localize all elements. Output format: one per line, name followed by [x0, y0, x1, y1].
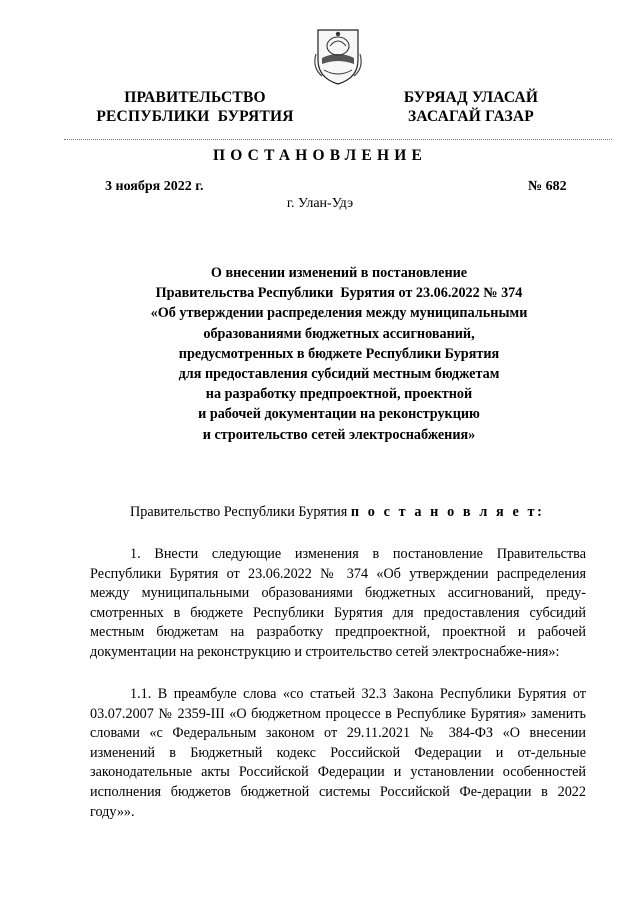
- header-left-line1: ПРАВИТЕЛЬСТВО: [124, 89, 266, 106]
- paragraph-1: [90, 545, 586, 663]
- title-line: образованиями бюджетных ассигнований,: [203, 325, 475, 342]
- title-line: и рабочей документации на реконструкцию: [198, 406, 480, 423]
- title-line: предусмотренных в бюджете Республики Бурятия: [178, 345, 500, 362]
- decree-verb: п о с т а н о в л я е т:: [350, 504, 545, 520]
- paragraph-1-1: [90, 685, 586, 822]
- document-title: [96, 263, 582, 445]
- header-right-line2: ЗАСАГАЙ ГАЗАР: [408, 108, 534, 125]
- document-date: 3 ноября 2022 г.: [105, 179, 204, 194]
- title-line: и строительство сетей электроснабжения»: [202, 426, 476, 443]
- title-line: для предоставления субсидий местным бюджетам: [178, 366, 500, 383]
- document-number: № 682: [528, 179, 567, 194]
- header-divider: [64, 139, 612, 140]
- header-right-line1: БУРЯАД УЛАСАЙ: [403, 89, 539, 106]
- decree-line: [90, 503, 586, 523]
- coat-of-arms-icon: [310, 24, 366, 86]
- title-line: Правительства Республики Бурятия от 23.06.2022 № 374: [155, 285, 523, 302]
- document-type: ПОСТАНОВЛЕНИЕ: [212, 147, 428, 164]
- header-left-line2: РЕСПУБЛИКИ БУРЯТИЯ: [96, 108, 294, 125]
- header-right: [396, 88, 546, 126]
- document-city: г. Улан-Удэ: [286, 196, 354, 211]
- title-line: «Об утверждении распределения между муниципальными: [150, 305, 528, 322]
- title-line: О внесении изменений в постановление: [210, 265, 468, 281]
- title-line: на разработку предпроектной, проектной: [205, 386, 473, 403]
- header-left: [92, 88, 298, 126]
- decree-prefix: Правительство Республики Бурятия: [130, 504, 351, 520]
- paragraph-1-text: 1. Внести следующие изменения в постановление Правительства Республики Бурятия от 23.06.2022 № 374 «Об утверждении распределения между муниципальными образованиями бюджетных ассигнований, преду-смотренных в бюджете Республики Бурятия для предоставления субсидий местным бюджетам на разработку предпроектной, проектной и рабочей документации на реконструкцию и строительство сетей электроснабже-ния»:: [90, 546, 586, 660]
- paragraph-1-1-text: 1.1. В преамбуле слова «со статьей 32.3 Закона Республики Бурятия от 03.07.2007 № 2359-III «О бюджетном процессе в Республике Бурятия» заменить словами «с Федеральным законом от 29.11.2021 № 384-ФЗ «О внесении изменений в Бюджетный кодекс Российской Федерации и от-дельные законодательные акты Российской Федерации и установлении особенностей исполнения бюджетов бюджетной системы Российской Фе-дерации в 2022 году»».: [90, 686, 586, 820]
